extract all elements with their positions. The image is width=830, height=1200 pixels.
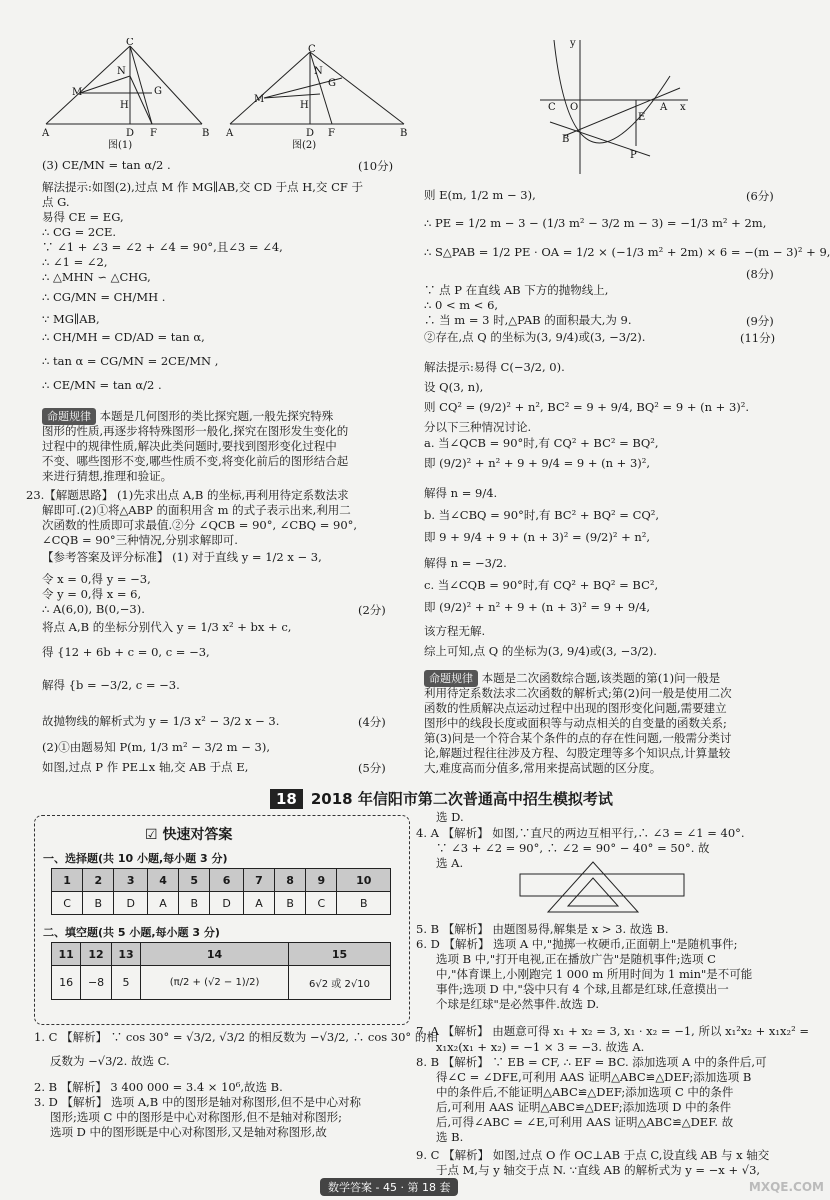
cell: D [114, 892, 148, 915]
label: M [72, 87, 83, 98]
fill-answer-table [51, 942, 391, 1000]
answer-line: 中,"体育课上,小刚跑完 1 000 m 所用时间为 1 min"是不可能 [436, 967, 753, 981]
label: x [680, 102, 686, 113]
label: M [254, 94, 265, 105]
figure-1-labels [42, 38, 209, 150]
text-line: 分以下三种情况讨论. [424, 420, 532, 434]
cell: 15 [288, 943, 390, 966]
text-line: 设 Q(3, n), [424, 380, 484, 394]
cell: 13 [111, 943, 140, 966]
text-line: 解得 n = −3/2. [424, 556, 507, 570]
rule-text: 本题是几何图形的类比探究题,一般先探究特殊 [99, 409, 334, 423]
answer-line: 中的条件后,不能证明△ABC≌△DEF;添加选项 C 中的条件 [436, 1085, 734, 1099]
cell: 8 [275, 869, 306, 892]
quick-answer-title [145, 824, 232, 844]
cell: D [210, 892, 244, 915]
figure-2-labels [225, 44, 407, 150]
label: N [314, 66, 323, 77]
text-line: ∴ CG = 2CE. [42, 225, 117, 239]
answer-line: 选 B. [436, 1130, 464, 1144]
score: (11分) [740, 331, 776, 345]
exam-number: 18 [270, 789, 303, 809]
text-line: 即 (9/2)² + n² + 9 + (n + 3)² = 9 + 9/4, [424, 600, 651, 614]
sol-line: 将点 A,B 的坐标分别代入 y = 1/3 x² + bx + c, [42, 620, 292, 634]
cell: C [52, 892, 83, 915]
section-mc: 一、选择题(共 10 小题,每小题 3 分) [43, 852, 228, 865]
text-line: ∵ 点 P 在直线 AB 下方的抛物线上, [424, 283, 609, 297]
label: B [400, 128, 408, 139]
rule-text: 图形的性质,再逐步将特殊图形一般化,探究在图形发生变化的 [42, 424, 349, 438]
figure-2-caption: 图(2) [292, 140, 317, 150]
cell: A [243, 892, 274, 915]
parabola-figure [540, 36, 690, 176]
cell: 14 [141, 943, 289, 966]
sol-line: 如图,过点 P 作 PE⊥x 轴,交 AB 于点 E, [42, 760, 249, 774]
table-header-row [52, 943, 391, 966]
answer-line: 8. B 【解析】 ∵ EB = CF, ∴ EF = BC. 添加选项 A 中的条件后,可 [416, 1055, 767, 1069]
section-fill: 二、填空题(共 5 小题,每小题 3 分) [43, 926, 220, 939]
text-line: ∵ ∠1 + ∠3 = ∠2 + ∠4 = 90°,且∠3 = ∠4, [42, 240, 283, 254]
answer-line: 反数为 −√3/2. 故选 C. [50, 1054, 170, 1068]
label: A [660, 102, 668, 113]
figure-1-caption: 图(1) [108, 140, 133, 150]
answer-line: 选 D. [436, 810, 464, 824]
answer-line: 2. B 【解析】 3 400 000 = 3.4 × 10⁶,故选 B. [34, 1080, 283, 1094]
sol-line: 令 y = 0,得 x = 6, [42, 587, 142, 601]
cell: 5 [179, 869, 210, 892]
answer-line: 选 A. [436, 856, 464, 870]
answer-line: 4. A 【解析】 如图,∵直尺的两边互相平行,∴ ∠3 = ∠1 = 40°. [416, 826, 745, 840]
text-line: 解得 n = 9/4. [424, 486, 498, 500]
label: F [150, 128, 157, 139]
q23-line: 次函数的性质即可求最值.②分 ∠QCB = 90°, ∠CBQ = 90°, [42, 518, 358, 532]
text-line: 该方程无解. [424, 624, 486, 638]
answer-line: 个球是红球"是必然事件.故选 D. [436, 997, 600, 1011]
rule-tag: 命题规律 [42, 408, 96, 425]
text-line: ∴ PE = 1/2 m − 3 − (1/3 m² − 3/2 m − 3) = −1/3 m² + 2m, [424, 216, 767, 230]
text-line: c. 当∠CQB = 90°时,有 CQ² + BQ² = BC², [424, 578, 659, 592]
answer-line: 9. C 【解析】 如图,过点 O 作 OC⊥AB 于点 C,设直线 AB 与 x 轴交 [416, 1148, 770, 1162]
cell: 9 [306, 869, 337, 892]
cell: C [306, 892, 337, 915]
rule-text: 大,难度高而分值多,常用来提高试题的区分度。 [424, 761, 662, 775]
text-line: 即 9 + 9/4 + 9 + (n + 3)² = (9/2)² + n², [424, 530, 651, 544]
answer-line: 7. A 【解析】 由题意可得 x₁ + x₂ = 3, x₁ · x₂ = −1, 所以 x₁²x₂ + x₁x₂² = [416, 1024, 809, 1038]
text-line: (3) CE/MN = tan α/2 . [42, 158, 171, 172]
text-line: ∴ S△PAB = 1/2 PE · OA = 1/2 × (−1/3 m² + 2m) × 6 = −(m − 3)² + 9, [424, 245, 830, 259]
answer-line: 后,可得∠ABC = ∠E,可利用 AAS 证明△ABC≌△DEF. 故 [436, 1115, 734, 1129]
cell: 2 [83, 869, 114, 892]
cell: 3 [114, 869, 148, 892]
q23-line: ∠CQB = 90°三种情况,分别求解即可. [42, 533, 238, 547]
figure-1 [46, 46, 202, 124]
text-line: ②存在,点 Q 的坐标为(3, 9/4)或(3, −3/2). [424, 330, 646, 344]
text-line: 解法提示:易得 C(−3/2, 0). [424, 360, 565, 374]
cell: (π/2 + (√2 − 1)/2) [141, 966, 289, 1000]
label: F [328, 128, 335, 139]
cell: B [179, 892, 210, 915]
text-line: ∴ CG/MN = CH/MH . [42, 290, 166, 304]
ruler-triangle-figure [518, 858, 688, 918]
answer-line: 选项 D 中的图形既是中心对称图形,又是轴对称图形,故 [50, 1125, 327, 1139]
sol-line: 解得 {b = −3/2, c = −3. [42, 678, 180, 692]
answer-line: 事件;选项 D 中,"袋中只有 4 个球,且都是红球,任意摸出一 [436, 982, 729, 996]
cell: A [147, 892, 178, 915]
rule-text: 第(3)问是一个符合某个条件的点的存在性问题,一般需分类讨 [424, 731, 732, 745]
cell: B [337, 892, 391, 915]
page-footer: 数学答案 - 45 · 第 18 套 [320, 1178, 458, 1196]
text-line: ∴ ∠1 = ∠2, [42, 255, 108, 269]
label: D [306, 128, 315, 139]
score: (10分) [358, 159, 394, 173]
label: A [226, 128, 234, 139]
cell: 10 [337, 869, 391, 892]
cell: 5 [111, 966, 140, 1000]
text-line: ∴ CE/MN = tan α/2 . [42, 378, 162, 392]
sol-line: ∴ A(6,0), B(0,−3). [42, 602, 145, 616]
label: C [548, 102, 556, 113]
answer-line: 得∠C = ∠DFE,可利用 AAS 证明△ABC≌△DEF;添加选项 B [436, 1070, 752, 1084]
q23-line: 解即可.(2)①将△ABP 的面积用含 m 的式子表示出来,利用二 [42, 503, 351, 517]
label: H [120, 100, 129, 111]
ref-line: 【参考答案及评分标准】 (1) 对于直线 y = 1/2 x − 3, [42, 550, 322, 564]
label: E [638, 112, 646, 123]
table-row [52, 892, 391, 915]
sol-line: 故抛物线的解析式为 y = 1/3 x² − 3/2 x − 3. [42, 714, 280, 728]
answer-line: 选项 B 中,"打开电视,正在播放广告"是随机事件;选项 C [436, 952, 716, 966]
label: C [126, 38, 134, 48]
rule-text: 来进行猜想,推理和验证。 [42, 469, 173, 483]
sol-line: 得 {12 + 6b + c = 0, c = −3, [42, 645, 210, 659]
cell: 12 [81, 943, 112, 966]
score: (5分) [358, 761, 386, 775]
rule-text: 函数的性质解决点运动过程中出现的图形变化问题,需要建立 [424, 701, 727, 715]
cell: 4 [147, 869, 178, 892]
label: P [630, 150, 637, 161]
text-line: 则 E(m, 1/2 m − 3), [424, 188, 536, 202]
answer-line: 后,可利用 AAS 证明△ABC≌△DEF;添加选项 D 中的条件 [436, 1100, 732, 1114]
score: (4分) [358, 715, 386, 729]
label: H [300, 100, 309, 111]
quick-answer-box [34, 815, 410, 1025]
score: (2分) [358, 603, 386, 617]
text-line: 即 (9/2)² + n² + 9 + 9/4 = 9 + (n + 3)², [424, 456, 651, 470]
rule-tag: 命题规律 [424, 670, 478, 687]
label: G [154, 86, 162, 97]
exam-title: 2018 年信阳市第二次普通高中招生模拟考试 [310, 790, 613, 808]
answer-line: 3. D 【解析】 选项 A,B 中的图形是轴对称图形,但不是中心对称 [34, 1095, 362, 1109]
text-line: ∴ 0 < m < 6, [424, 298, 499, 312]
q23-line: 23.【解题思路】 (1)先求出点 A,B 的坐标,再利用待定系数法求 [26, 488, 349, 502]
text-line: 综上可知,点 Q 的坐标为(3, 9/4)或(3, −3/2). [424, 644, 657, 658]
label: B [562, 134, 570, 145]
score: (9分) [746, 314, 774, 328]
label: O [570, 102, 579, 113]
text-line: ∴ 当 m = 3 时,△PAB 的面积最大,为 9. [424, 313, 632, 327]
rule-text: 图形中的线段长度或面积等与动点相关的自变量的函数关系; [424, 716, 727, 730]
table-row [52, 966, 391, 1000]
cell: 16 [52, 966, 81, 1000]
text-line: b. 当∠CBQ = 90°时,有 BC² + BQ² = CQ², [424, 508, 660, 522]
text-line: a. 当∠QCB = 90°时,有 CQ² + BC² = BQ², [424, 436, 659, 450]
rule-text: 本题是二次函数综合题,该类题的第(1)问一般是 [481, 671, 721, 685]
rule-text: 论,解题过程往往涉及方程、勾股定理等多个知识点,计算量较 [424, 746, 731, 760]
table-header-row [52, 869, 391, 892]
text-line: 解法提示:如图(2),过点 M 作 MG∥AB,交 CD 于点 H,交 CF 于 [42, 180, 364, 194]
label: A [42, 128, 50, 139]
text-line: 易得 CE = EG, [42, 210, 124, 224]
text-line: ∴ tan α = CG/MN = 2CE/MN , [42, 354, 219, 368]
label: D [126, 128, 135, 139]
figure-2 [230, 52, 404, 124]
cell: 6√2 或 2√10 [288, 966, 390, 1000]
mc-answer-table [51, 868, 391, 915]
quick-answer-label: 快速对答案 [162, 827, 233, 843]
exam-banner [270, 788, 790, 810]
answer-line: 6. D 【解析】 选项 A 中,"抛掷一枚硬币,正面朝上"是随机事件; [416, 937, 738, 951]
rule-text: 过程中的规律性质,解决此类问题时,要找到图形变化过程中 [42, 439, 337, 453]
answer-line: ∵ ∠3 + ∠2 = 90°, ∴ ∠2 = 90° − 40° = 50°. 故 [436, 841, 710, 855]
check-icon: ☑ [145, 827, 158, 843]
cell: −8 [81, 966, 112, 1000]
cell: 11 [52, 943, 81, 966]
cell: 7 [243, 869, 274, 892]
label: G [328, 78, 336, 89]
text-line: ∵ MG∥AB, [42, 312, 100, 326]
answer-line: 于点 M,与 y 轴交于点 N. ∵直线 AB 的解析式为 y = −x + √3, [436, 1163, 761, 1177]
label: N [117, 66, 126, 77]
answer-line: 图形;选项 C 中的图形是中心对称图形,但不是轴对称图形; [50, 1110, 343, 1124]
sol-line: 令 x = 0,得 y = −3, [42, 572, 151, 586]
watermark: MXQE.COM [748, 1180, 824, 1194]
rule-text: 不变、哪些图形不变,哪些性质不变,将变化前后的图形结合起 [42, 454, 349, 468]
cell: 1 [52, 869, 83, 892]
text-line: ∴ CH/MH = CD/AD = tan α, [42, 330, 205, 344]
score: (6分) [746, 189, 774, 203]
cell: B [83, 892, 114, 915]
answer-line: 5. B 【解析】 由题图易得,解集是 x > 3. 故选 B. [416, 922, 669, 936]
answer-line: x₁x₂(x₁ + x₂) = −1 × 3 = −3. 故选 A. [436, 1040, 645, 1054]
cell: 6 [210, 869, 244, 892]
text-line: 点 G. [42, 195, 70, 209]
score: (8分) [746, 267, 774, 281]
answer-line: 1. C 【解析】 ∵ cos 30° = √3/2, √3/2 的相反数为 −√3/2, ∴ cos 30° 的相 [34, 1030, 438, 1044]
label: y [570, 38, 576, 49]
text-line: ∴ △MHN ∽ △CHG, [42, 270, 151, 284]
sol-line: (2)①由题易知 P(m, 1/3 m² − 3/2 m − 3), [42, 740, 270, 754]
rule-text: 利用待定系数法求二次函数的解析式;第(2)问一般是使用二次 [424, 686, 732, 700]
cell: B [275, 892, 306, 915]
geometry-figures [42, 38, 412, 150]
label: B [202, 128, 210, 139]
label: C [308, 44, 316, 55]
text-line: 则 CQ² = (9/2)² + n², BC² = 9 + 9/4, BQ² = 9 + (n + 3)². [424, 400, 750, 414]
